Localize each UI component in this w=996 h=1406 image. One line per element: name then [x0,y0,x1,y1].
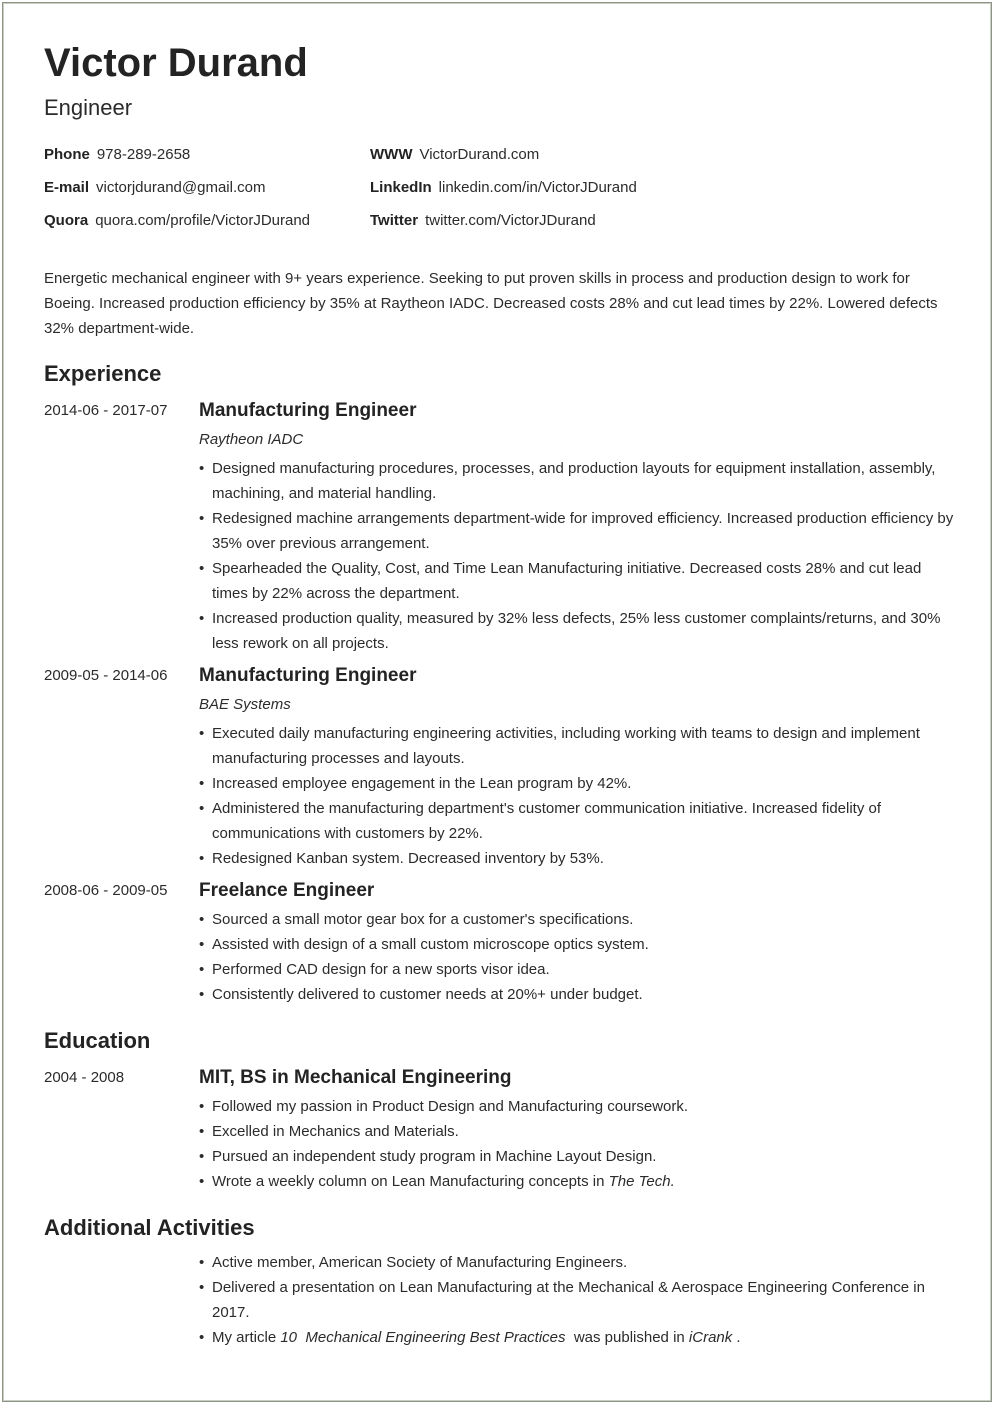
contact-label: Quora [44,212,89,229]
entry-body [199,1250,956,1350]
contact-phone [44,146,190,163]
experience-heading: Experience [44,361,162,386]
entry-body [199,1067,956,1194]
candidate-role: Engineer [44,95,133,120]
list-item: • Designed manufacturing procedures, processes, and production layouts for equipment installation, assembly, machining, and material handling. [199,456,956,506]
entry-dates: 2004 - 2008 [44,1069,125,1086]
article-middle: was published in [565,1329,689,1346]
list-item: • Administered the manufacturing department's customer communication initiative. Increased fidelity of communications with customers by 22%. [199,796,956,846]
bullet-list [199,1250,956,1350]
contact-value[interactable]: linkedin.com/in/VictorJDurand [438,179,637,196]
list-item: • Spearheaded the Quality, Cost, and Time Lean Manufacturing initiative. Decreased costs 28% and cut lead times by 22% across the department. [199,556,956,606]
contact-value[interactable]: 978-289-2658 [96,146,191,163]
entry-body [199,400,956,656]
list-item: • Excelled in Mechanics and Materials. [199,1119,956,1144]
company-name: Raytheon IADC [199,431,304,448]
list-item: • Redesigned machine arrangements department-wide for improved efficiency. Increased production efficiency by 35% over previous arrangement. [199,506,956,556]
contact-row [44,179,956,212]
job-title: Freelance Engineer [199,880,375,901]
contact-twitter [370,212,596,229]
publication-name: iCrank [688,1329,733,1346]
contact-label: Phone [44,146,90,163]
entry-body [199,665,956,871]
bullet-list [199,721,956,871]
list-item: • Increased employee engagement in the Lean program by 42%. [199,771,956,796]
contact-row [44,212,956,245]
list-item: • Consistently delivered to customer needs at 20%+ under budget. [199,982,956,1007]
contact-label: WWW [370,146,413,163]
list-item: • Followed my passion in Product Design and Manufacturing coursework. [199,1094,956,1119]
degree-title: MIT, BS in Mechanical Engineering [199,1067,512,1088]
education-heading: Education [44,1028,151,1053]
contact-linkedin [370,179,637,196]
company-name: BAE Systems [199,696,291,713]
entry-dates: 2008-06 - 2009-05 [44,882,168,899]
activities-heading: Additional Activities [44,1215,255,1240]
entry-dates: 2014-06 - 2017-07 [44,402,168,419]
job-title: Manufacturing Engineer [199,665,417,686]
list-item: • Executed daily manufacturing engineering activities, including working with teams to design and implement manufacturing processes and layouts. [199,721,956,771]
list-item: • Redesigned Kanban system. Decreased inventory by 53%. [199,846,956,871]
list-item [199,1169,956,1194]
list-item: • Assisted with design of a small custom microscope optics system. [199,932,956,957]
list-item: • Active member, American Society of Manufacturing Engineers. [199,1250,956,1275]
contact-email [44,179,265,196]
contact-row [44,146,956,179]
contact-label: E-mail [44,179,90,196]
contact-value[interactable]: victorjdurand@gmail.com [96,179,266,196]
list-item: • Sourced a small motor gear box for a customer's specifications. [199,907,956,932]
contact-quora [44,212,310,229]
list-item [199,1325,956,1350]
article-suffix: . [732,1329,741,1346]
contact-label: LinkedIn [370,179,432,196]
list-item: • Delivered a presentation on Lean Manufacturing at the Mechanical & Aerospace Engineering Conference in 2017. [199,1275,956,1325]
resume-page [2,2,992,1402]
candidate-name: Victor Durand [44,41,308,85]
contact-value[interactable]: VictorDurand.com [419,146,540,163]
list-item: • Pursued an independent study program in Machine Layout Design. [199,1144,956,1169]
job-title: Manufacturing Engineer [199,400,417,421]
entry-body [199,880,956,1007]
article-prefix: My article [212,1329,281,1346]
list-item: • Increased production quality, measured by 32% less defects, 25% less customer complaints/returns, and 30% less rework on all projects. [199,606,956,656]
article-title: 10 Mechanical Engineering Best Practices [280,1329,566,1346]
list-item: • Performed CAD design for a new sports visor idea. [199,957,956,982]
summary-text: Energetic mechanical engineer with 9+ years experience. Seeking to put proven skills in process and production design to work for Boeing. Increased production efficiency by 35% at Raytheon IADC. Decreased costs 28% and cut lead times by 22%. Lowered defects 32% department-wide. [44,270,938,337]
bullet-list [199,1094,956,1194]
bullet-list [199,907,956,1007]
bullet-list [199,456,956,656]
contact-info [44,146,956,245]
contact-label: Twitter [370,212,419,229]
contact-website [370,146,539,163]
publication-name: The Tech. [608,1173,675,1190]
entry-dates: 2009-05 - 2014-06 [44,667,168,684]
column-text: Wrote a weekly column on Lean Manufacturing concepts in [212,1173,609,1190]
contact-value[interactable]: twitter.com/VictorJDurand [425,212,596,229]
contact-value[interactable]: quora.com/profile/VictorJDurand [95,212,311,229]
